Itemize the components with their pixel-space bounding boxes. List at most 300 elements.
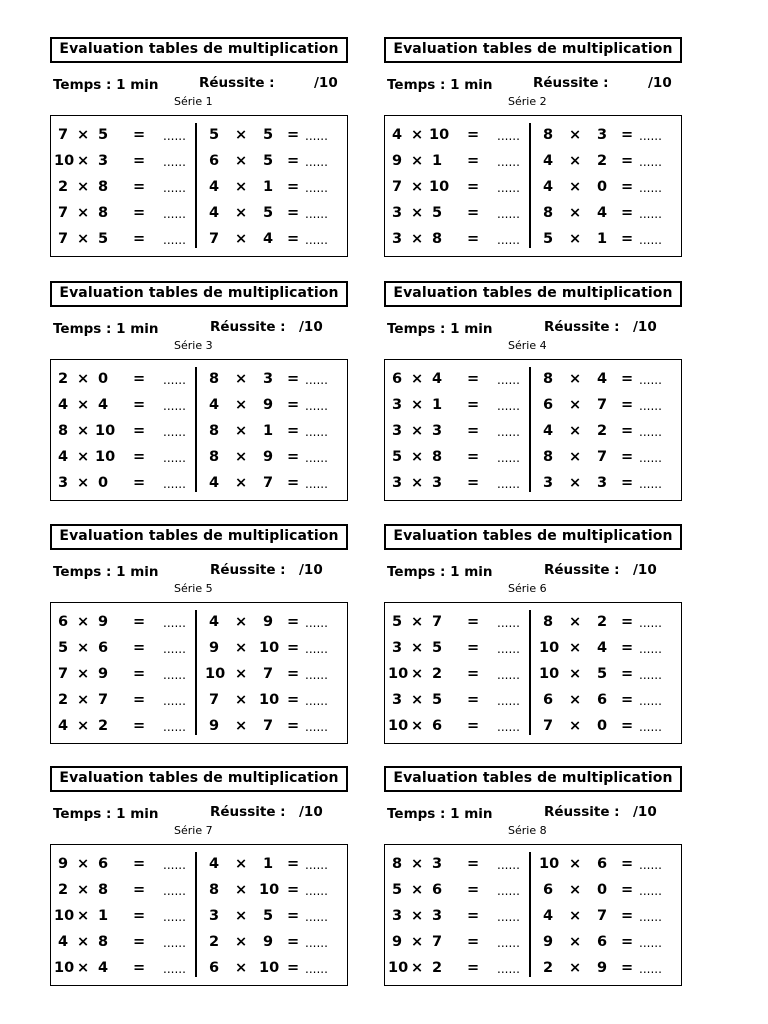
times-sign: × (235, 856, 248, 872)
answer-blank[interactable]: ...... (163, 399, 186, 413)
factor-b: 3 (432, 856, 443, 872)
answer-blank[interactable]: ...... (497, 207, 520, 221)
factor-b: 1 (263, 179, 274, 195)
equals-sign: = (467, 475, 480, 491)
times-sign: × (235, 692, 248, 708)
times-sign: × (411, 475, 424, 491)
factor-b: 2 (597, 153, 608, 169)
times-sign: × (77, 205, 90, 221)
score-out-of: /10 (633, 804, 657, 820)
card-title: Evaluation tables de multiplication (50, 524, 348, 550)
answer-blank[interactable]: ...... (305, 616, 328, 630)
factor-a: 8 (543, 205, 554, 221)
answer-blank[interactable]: ...... (639, 477, 662, 491)
times-sign: × (411, 179, 424, 195)
exercise-box (384, 115, 682, 257)
times-sign: × (235, 475, 248, 491)
equals-sign: = (621, 127, 634, 143)
equals-sign: = (467, 692, 480, 708)
equals-sign: = (287, 718, 300, 734)
answer-blank[interactable]: ...... (639, 668, 662, 682)
equals-sign: = (287, 882, 300, 898)
answer-blank[interactable]: ...... (163, 962, 186, 976)
times-sign: × (569, 475, 582, 491)
equals-sign: = (287, 856, 300, 872)
answer-blank[interactable]: ...... (305, 477, 328, 491)
equals-sign: = (133, 205, 146, 221)
card-title: Evaluation tables de multiplication (384, 524, 682, 550)
answer-blank[interactable]: ...... (639, 858, 662, 872)
answer-blank[interactable]: ...... (497, 155, 520, 169)
answer-blank[interactable]: ...... (305, 962, 328, 976)
factor-b: 0 (597, 718, 608, 734)
equals-sign: = (133, 908, 146, 924)
answer-blank[interactable]: ...... (497, 936, 520, 950)
times-sign: × (77, 640, 90, 656)
equals-sign: = (621, 856, 634, 872)
answer-blank[interactable]: ...... (497, 694, 520, 708)
times-sign: × (569, 231, 582, 247)
factor-a: 9 (392, 153, 403, 169)
times-sign: × (235, 614, 248, 630)
equals-sign: = (133, 449, 146, 465)
factor-a: 4 (209, 856, 220, 872)
equals-sign: = (287, 614, 300, 630)
factor-a: 9 (392, 934, 403, 950)
card-title: Evaluation tables de multiplication (50, 766, 348, 792)
factor-a: 2 (543, 960, 554, 976)
answer-blank[interactable]: ...... (163, 155, 186, 169)
score-out-of: /10 (299, 804, 323, 820)
answer-blank[interactable]: ...... (639, 399, 662, 413)
equals-sign: = (287, 423, 300, 439)
series-label: Série 4 (508, 339, 547, 352)
factor-b: 9 (98, 666, 109, 682)
answer-blank[interactable]: ...... (163, 858, 186, 872)
answer-blank[interactable]: ...... (497, 181, 520, 195)
factor-a: 3 (392, 692, 403, 708)
times-sign: × (77, 153, 90, 169)
times-sign: × (569, 614, 582, 630)
times-sign: × (77, 371, 90, 387)
answer-blank[interactable]: ...... (163, 668, 186, 682)
answer-blank[interactable]: ...... (305, 884, 328, 898)
factor-b: 1 (432, 397, 443, 413)
equals-sign: = (621, 449, 634, 465)
factor-a: 6 (392, 371, 403, 387)
score-out-of: /10 (648, 75, 672, 91)
column-divider (195, 367, 197, 492)
factor-b: 8 (98, 205, 109, 221)
equals-sign: = (467, 934, 480, 950)
equals-sign: = (467, 856, 480, 872)
factor-b: 6 (432, 882, 443, 898)
equals-sign: = (133, 371, 146, 387)
times-sign: × (77, 614, 90, 630)
answer-blank[interactable]: ...... (639, 373, 662, 387)
answer-blank[interactable]: ...... (497, 616, 520, 630)
equals-sign: = (287, 179, 300, 195)
answer-blank[interactable]: ...... (163, 910, 186, 924)
exercise-box (50, 359, 348, 501)
equals-sign: = (287, 934, 300, 950)
factor-b: 7 (263, 666, 274, 682)
factor-a: 10 (539, 640, 560, 656)
times-sign: × (569, 692, 582, 708)
answer-blank[interactable]: ...... (163, 451, 186, 465)
answer-blank[interactable]: ...... (305, 399, 328, 413)
factor-b: 4 (263, 231, 274, 247)
factor-b: 10 (95, 449, 116, 465)
times-sign: × (411, 640, 424, 656)
answer-blank[interactable]: ...... (163, 373, 186, 387)
factor-a: 4 (543, 179, 554, 195)
factor-b: 10 (95, 423, 116, 439)
score-out-of: /10 (633, 562, 657, 578)
times-sign: × (235, 882, 248, 898)
score-out-of: /10 (314, 75, 338, 91)
times-sign: × (569, 153, 582, 169)
times-sign: × (77, 475, 90, 491)
times-sign: × (411, 127, 424, 143)
factor-b: 5 (263, 153, 274, 169)
factor-a: 10 (539, 856, 560, 872)
answer-blank[interactable]: ...... (639, 155, 662, 169)
answer-blank[interactable]: ...... (305, 425, 328, 439)
factor-a: 10 (539, 666, 560, 682)
factor-a: 9 (543, 934, 554, 950)
equals-sign: = (621, 371, 634, 387)
series-label: Série 5 (174, 582, 213, 595)
factor-a: 3 (58, 475, 69, 491)
answer-blank[interactable]: ...... (305, 207, 328, 221)
times-sign: × (569, 718, 582, 734)
factor-b: 7 (597, 449, 608, 465)
factor-a: 3 (392, 908, 403, 924)
answer-blank[interactable]: ...... (639, 616, 662, 630)
times-sign: × (569, 666, 582, 682)
equals-sign: = (621, 179, 634, 195)
answer-blank[interactable]: ...... (305, 720, 328, 734)
times-sign: × (77, 934, 90, 950)
answer-blank[interactable]: ...... (639, 962, 662, 976)
factor-a: 2 (58, 882, 69, 898)
times-sign: × (77, 960, 90, 976)
answer-blank[interactable]: ...... (305, 181, 328, 195)
answer-blank[interactable]: ...... (163, 181, 186, 195)
times-sign: × (235, 908, 248, 924)
answer-blank[interactable]: ...... (305, 694, 328, 708)
equals-sign: = (621, 231, 634, 247)
factor-a: 4 (543, 908, 554, 924)
equals-sign: = (467, 371, 480, 387)
times-sign: × (569, 205, 582, 221)
factor-a: 4 (209, 179, 220, 195)
factor-b: 7 (597, 908, 608, 924)
answer-blank[interactable]: ...... (497, 129, 520, 143)
factor-b: 5 (432, 640, 443, 656)
answer-blank[interactable]: ...... (163, 233, 186, 247)
time-limit-label: Temps : 1 min (53, 321, 159, 337)
score-out-of: /10 (299, 319, 323, 335)
factor-a: 8 (209, 449, 220, 465)
equals-sign: = (287, 153, 300, 169)
answer-blank[interactable]: ...... (163, 477, 186, 491)
equals-sign: = (133, 475, 146, 491)
factor-b: 10 (259, 692, 280, 708)
factor-a: 6 (209, 153, 220, 169)
answer-blank[interactable]: ...... (305, 668, 328, 682)
time-limit-label: Temps : 1 min (53, 806, 159, 822)
times-sign: × (411, 449, 424, 465)
answer-blank[interactable]: ...... (497, 720, 520, 734)
answer-blank[interactable]: ...... (639, 129, 662, 143)
times-sign: × (235, 231, 248, 247)
answer-blank[interactable]: ...... (639, 181, 662, 195)
factor-b: 6 (597, 856, 608, 872)
factor-a: 4 (58, 397, 69, 413)
factor-b: 1 (263, 856, 274, 872)
time-limit-label: Temps : 1 min (53, 77, 159, 93)
factor-b: 9 (98, 614, 109, 630)
factor-b: 6 (98, 640, 109, 656)
times-sign: × (569, 856, 582, 872)
factor-b: 5 (432, 205, 443, 221)
factor-a: 3 (392, 423, 403, 439)
factor-a: 4 (58, 934, 69, 950)
equals-sign: = (287, 475, 300, 491)
card-title: Evaluation tables de multiplication (50, 281, 348, 307)
factor-a: 8 (209, 882, 220, 898)
time-limit-label: Temps : 1 min (387, 564, 493, 580)
exercise-box (384, 359, 682, 501)
times-sign: × (235, 205, 248, 221)
exercise-box (384, 844, 682, 986)
factor-b: 3 (432, 908, 443, 924)
times-sign: × (235, 718, 248, 734)
factor-b: 2 (597, 614, 608, 630)
equals-sign: = (467, 179, 480, 195)
success-label: Réussite : (210, 804, 286, 820)
times-sign: × (411, 934, 424, 950)
factor-a: 8 (543, 614, 554, 630)
factor-a: 5 (543, 231, 554, 247)
time-limit-label: Temps : 1 min (387, 806, 493, 822)
times-sign: × (77, 692, 90, 708)
factor-b: 1 (597, 231, 608, 247)
factor-a: 5 (392, 882, 403, 898)
factor-a: 3 (392, 640, 403, 656)
answer-blank[interactable]: ...... (639, 884, 662, 898)
answer-blank[interactable]: ...... (163, 616, 186, 630)
factor-b: 4 (597, 205, 608, 221)
answer-blank[interactable]: ...... (305, 373, 328, 387)
answer-blank[interactable]: ...... (163, 425, 186, 439)
answer-blank[interactable]: ...... (163, 694, 186, 708)
answer-blank[interactable]: ...... (639, 451, 662, 465)
answer-blank[interactable]: ...... (497, 451, 520, 465)
factor-a: 7 (209, 231, 220, 247)
equals-sign: = (467, 449, 480, 465)
answer-blank[interactable]: ...... (497, 642, 520, 656)
times-sign: × (235, 179, 248, 195)
exercise-box (384, 602, 682, 744)
factor-b: 1 (98, 908, 109, 924)
factor-a: 4 (392, 127, 403, 143)
times-sign: × (235, 640, 248, 656)
answer-blank[interactable]: ...... (497, 373, 520, 387)
factor-b: 0 (98, 371, 109, 387)
factor-b: 6 (597, 692, 608, 708)
factor-a: 7 (543, 718, 554, 734)
factor-a: 4 (209, 475, 220, 491)
factor-b: 8 (98, 934, 109, 950)
times-sign: × (569, 179, 582, 195)
times-sign: × (235, 934, 248, 950)
series-label: Série 6 (508, 582, 547, 595)
equals-sign: = (287, 908, 300, 924)
equals-sign: = (133, 882, 146, 898)
column-divider (529, 610, 531, 735)
answer-blank[interactable]: ...... (305, 233, 328, 247)
factor-b: 4 (432, 371, 443, 387)
exercise-box (50, 844, 348, 986)
factor-b: 0 (597, 882, 608, 898)
equals-sign: = (467, 127, 480, 143)
equals-sign: = (133, 666, 146, 682)
equals-sign: = (621, 908, 634, 924)
series-label: Série 7 (174, 824, 213, 837)
answer-blank[interactable]: ...... (163, 642, 186, 656)
factor-b: 5 (432, 692, 443, 708)
equals-sign: = (621, 692, 634, 708)
factor-b: 9 (263, 934, 274, 950)
answer-blank[interactable]: ...... (497, 425, 520, 439)
factor-a: 2 (209, 934, 220, 950)
equals-sign: = (287, 127, 300, 143)
factor-a: 3 (392, 475, 403, 491)
factor-a: 9 (209, 718, 220, 734)
factor-b: 2 (432, 960, 443, 976)
factor-b: 4 (597, 371, 608, 387)
success-label: Réussite : (544, 319, 620, 335)
times-sign: × (569, 960, 582, 976)
factor-b: 2 (432, 666, 443, 682)
answer-blank[interactable]: ...... (305, 129, 328, 143)
answer-blank[interactable]: ...... (305, 642, 328, 656)
equals-sign: = (467, 397, 480, 413)
times-sign: × (569, 882, 582, 898)
answer-blank[interactable]: ...... (639, 425, 662, 439)
answer-blank[interactable]: ...... (305, 451, 328, 465)
equals-sign: = (133, 718, 146, 734)
answer-blank[interactable]: ...... (497, 477, 520, 491)
answer-blank[interactable]: ...... (497, 910, 520, 924)
answer-blank[interactable]: ...... (639, 207, 662, 221)
success-label: Réussite : (544, 562, 620, 578)
times-sign: × (77, 882, 90, 898)
factor-b: 9 (597, 960, 608, 976)
answer-blank[interactable]: ...... (497, 233, 520, 247)
answer-blank[interactable]: ...... (639, 694, 662, 708)
answer-blank[interactable]: ...... (497, 399, 520, 413)
answer-blank[interactable]: ...... (497, 668, 520, 682)
answer-blank[interactable]: ...... (305, 910, 328, 924)
column-divider (529, 367, 531, 492)
equals-sign: = (621, 475, 634, 491)
answer-blank[interactable]: ...... (639, 642, 662, 656)
factor-b: 1 (432, 153, 443, 169)
times-sign: × (77, 127, 90, 143)
equals-sign: = (133, 934, 146, 950)
factor-b: 3 (432, 475, 443, 491)
success-label: Réussite : (199, 75, 275, 91)
time-limit-label: Temps : 1 min (53, 564, 159, 580)
answer-blank[interactable]: ...... (305, 936, 328, 950)
answer-blank[interactable]: ...... (305, 155, 328, 169)
factor-a: 3 (392, 397, 403, 413)
equals-sign: = (287, 371, 300, 387)
answer-blank[interactable]: ...... (163, 129, 186, 143)
factor-a: 10 (54, 908, 75, 924)
answer-blank[interactable]: ...... (639, 910, 662, 924)
factor-a: 5 (392, 449, 403, 465)
factor-b: 0 (597, 179, 608, 195)
equals-sign: = (133, 614, 146, 630)
factor-a: 8 (58, 423, 69, 439)
factor-b: 5 (597, 666, 608, 682)
success-label: Réussite : (544, 804, 620, 820)
exercise-box (50, 602, 348, 744)
answer-blank[interactable]: ...... (163, 884, 186, 898)
equals-sign: = (621, 666, 634, 682)
factor-b: 7 (263, 475, 274, 491)
factor-a: 6 (209, 960, 220, 976)
equals-sign: = (621, 153, 634, 169)
factor-b: 5 (98, 127, 109, 143)
equals-sign: = (621, 718, 634, 734)
equals-sign: = (133, 640, 146, 656)
factor-a: 2 (58, 692, 69, 708)
equals-sign: = (133, 231, 146, 247)
equals-sign: = (467, 882, 480, 898)
answer-blank[interactable]: ...... (305, 858, 328, 872)
equals-sign: = (133, 856, 146, 872)
answer-blank[interactable]: ...... (497, 858, 520, 872)
factor-b: 9 (263, 614, 274, 630)
times-sign: × (77, 179, 90, 195)
factor-b: 7 (597, 397, 608, 413)
factor-a: 6 (543, 397, 554, 413)
answer-blank[interactable]: ...... (163, 207, 186, 221)
answer-blank[interactable]: ...... (497, 884, 520, 898)
answer-blank[interactable]: ...... (163, 936, 186, 950)
equals-sign: = (287, 449, 300, 465)
factor-a: 10 (388, 960, 409, 976)
answer-blank[interactable]: ...... (163, 720, 186, 734)
factor-a: 5 (209, 127, 220, 143)
equals-sign: = (467, 614, 480, 630)
equals-sign: = (287, 640, 300, 656)
factor-b: 8 (98, 179, 109, 195)
answer-blank[interactable]: ...... (497, 962, 520, 976)
factor-b: 10 (259, 960, 280, 976)
answer-blank[interactable]: ...... (639, 720, 662, 734)
answer-blank[interactable]: ...... (639, 936, 662, 950)
answer-blank[interactable]: ...... (639, 233, 662, 247)
equals-sign: = (467, 205, 480, 221)
factor-b: 3 (263, 371, 274, 387)
